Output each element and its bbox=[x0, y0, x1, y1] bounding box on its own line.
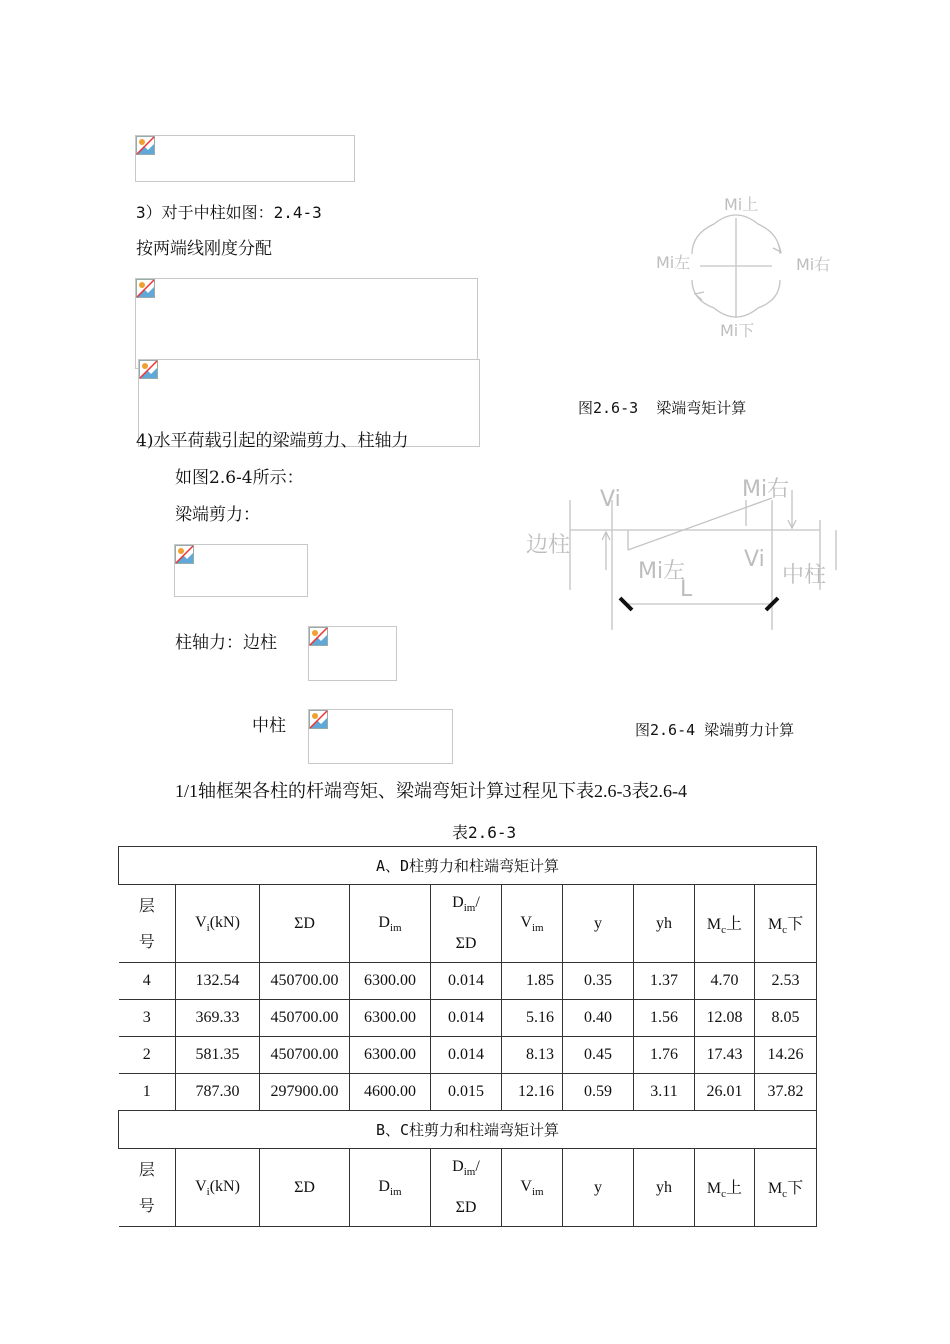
header-mc-down: $M_c$下 bbox=[755, 885, 817, 963]
table-cell: 3.11 bbox=[634, 1074, 695, 1111]
header-sum-d: ΣD bbox=[260, 885, 350, 963]
table-cell: 1 bbox=[119, 1074, 176, 1111]
table-row bbox=[119, 963, 817, 1000]
header-layer: 层 号 bbox=[119, 1149, 176, 1227]
fig1-caption: 图2.6-3 梁端弯矩计算 bbox=[578, 399, 747, 417]
fig1-m-bottom: Mi下 bbox=[720, 321, 755, 340]
table-cell: 1.37 bbox=[634, 963, 695, 1000]
beam-shear-figure bbox=[520, 470, 850, 640]
header-mc-up: $M_c$上 bbox=[695, 885, 755, 963]
table-cell: 0.59 bbox=[563, 1074, 634, 1111]
broken-image-icon bbox=[309, 627, 328, 646]
table-cell: 6300.00 bbox=[350, 1000, 431, 1037]
header-dim: $D_{im}$ bbox=[350, 885, 431, 963]
table-cell: 4 bbox=[119, 963, 176, 1000]
broken-image-icon bbox=[175, 545, 194, 564]
table-cell: 37.82 bbox=[755, 1074, 817, 1111]
table-cell: 3 bbox=[119, 1000, 176, 1037]
table-cell: 5.16 bbox=[502, 1000, 563, 1037]
table-cell: 787.30 bbox=[176, 1074, 260, 1111]
header-vi: $V_i(kN)$ bbox=[176, 1149, 260, 1227]
table-row bbox=[119, 1037, 817, 1074]
header-mc-up: $M_c$上 bbox=[695, 1149, 755, 1227]
para-as-figure: 如图2.6-4所示： bbox=[175, 468, 304, 488]
fig2-m-right: Mi右 bbox=[742, 477, 790, 502]
formula-image-edge-axial bbox=[308, 626, 397, 681]
header-vim: $V_{im}$ bbox=[502, 1149, 563, 1227]
para-distribute: 按两端线刚度分配 bbox=[136, 239, 272, 259]
column-shear-table bbox=[118, 846, 817, 1227]
header-mc-down: $M_c$下 bbox=[755, 1149, 817, 1227]
header-sum-d: ΣD bbox=[260, 1149, 350, 1227]
table-cell: 17.43 bbox=[695, 1037, 755, 1074]
label-column-axial: 柱轴力：边柱 bbox=[175, 633, 277, 653]
fig2-edge-column: 边柱 bbox=[526, 533, 571, 558]
table-cell: 297900.00 bbox=[260, 1074, 350, 1111]
formula-image-1 bbox=[135, 135, 355, 182]
table-cell: 12.08 bbox=[695, 1000, 755, 1037]
table-cell: 0.35 bbox=[563, 963, 634, 1000]
table-cell: 14.26 bbox=[755, 1037, 817, 1074]
header-yh: yh bbox=[634, 885, 695, 963]
header-ratio: $D_{im}/$ ΣD bbox=[431, 1149, 502, 1227]
broken-image-icon bbox=[136, 136, 155, 155]
header-layer: 层 号 bbox=[119, 885, 176, 963]
header-dim: $D_{im}$ bbox=[350, 1149, 431, 1227]
table-cell: 4.70 bbox=[695, 963, 755, 1000]
fig1-m-top: Mi上 bbox=[724, 195, 759, 214]
table-row bbox=[119, 1000, 817, 1037]
fig1-m-left: Mi左 bbox=[656, 253, 691, 272]
label-middle-column: 中柱 bbox=[252, 716, 286, 736]
table-cell: 4600.00 bbox=[350, 1074, 431, 1111]
para-horizontal-load: 4)水平荷载引起的梁端剪力、柱轴力 bbox=[136, 431, 409, 451]
section-title-bc: B、C柱剪力和柱端弯矩计算 bbox=[119, 1111, 817, 1149]
table-cell: 0.015 bbox=[431, 1074, 502, 1111]
header-yh: yh bbox=[634, 1149, 695, 1227]
table-header-bc bbox=[119, 1149, 817, 1227]
table-cell: 450700.00 bbox=[260, 1037, 350, 1074]
broken-image-icon bbox=[309, 710, 328, 729]
table-cell: 1.76 bbox=[634, 1037, 695, 1074]
header-vi: $V_i(kN)$ bbox=[176, 885, 260, 963]
table-label: 表2.6-3 bbox=[452, 823, 517, 842]
table-cell: 1.85 bbox=[502, 963, 563, 1000]
table-cell: 26.01 bbox=[695, 1074, 755, 1111]
table-cell: 0.45 bbox=[563, 1037, 634, 1074]
table-cell: 369.33 bbox=[176, 1000, 260, 1037]
table-cell: 6300.00 bbox=[350, 1037, 431, 1074]
section-title-ad: A、D柱剪力和柱端弯矩计算 bbox=[119, 847, 817, 885]
broken-image-icon bbox=[139, 360, 158, 379]
header-y: y bbox=[563, 1149, 634, 1227]
table-header-ad bbox=[119, 885, 817, 963]
label-beam-shear: 梁端剪力： bbox=[175, 505, 260, 525]
table-cell: 0.40 bbox=[563, 1000, 634, 1037]
formula-image-beam-shear bbox=[174, 544, 308, 597]
joint-moment-figure bbox=[640, 188, 840, 348]
formula-image-2 bbox=[135, 278, 478, 369]
fig1-m-right: Mi右 bbox=[796, 255, 831, 274]
table-intro: 1/1轴框架各柱的杆端弯矩、梁端弯矩计算过程见下表2.6-3表2.6-4 bbox=[175, 781, 687, 801]
table-cell: 1.56 bbox=[634, 1000, 695, 1037]
header-y: y bbox=[563, 885, 634, 963]
table-cell: 2 bbox=[119, 1037, 176, 1074]
table-row bbox=[119, 1074, 817, 1111]
fig2-span: L bbox=[680, 577, 693, 602]
table-cell: 0.014 bbox=[431, 1000, 502, 1037]
broken-image-icon bbox=[136, 279, 155, 298]
table-cell: 450700.00 bbox=[260, 963, 350, 1000]
table-cell: 0.014 bbox=[431, 963, 502, 1000]
table-body bbox=[119, 847, 817, 1227]
header-ratio: $D_{im}/$ ΣD bbox=[431, 885, 502, 963]
fig2-vi-left: Vi bbox=[600, 487, 621, 512]
fig2-m-left: Mi左 bbox=[638, 559, 686, 584]
table-cell: 8.05 bbox=[755, 1000, 817, 1037]
table-cell: 581.35 bbox=[176, 1037, 260, 1074]
table-cell: 450700.00 bbox=[260, 1000, 350, 1037]
table-cell: 6300.00 bbox=[350, 963, 431, 1000]
fig2-middle-column: 中柱 bbox=[782, 563, 827, 588]
table-cell: 12.16 bbox=[502, 1074, 563, 1111]
table-cell: 2.53 bbox=[755, 963, 817, 1000]
table-cell: 0.014 bbox=[431, 1037, 502, 1074]
para-middle-column: 3）对于中柱如图：2.4-3 bbox=[136, 203, 322, 222]
table-cell: 132.54 bbox=[176, 963, 260, 1000]
fig2-vi-right: Vi bbox=[744, 547, 765, 572]
formula-image-middle-axial bbox=[308, 709, 453, 764]
fig2-caption: 图2.6-4 梁端剪力计算 bbox=[635, 721, 795, 739]
header-vim: $V_{im}$ bbox=[502, 885, 563, 963]
table-cell: 8.13 bbox=[502, 1037, 563, 1074]
